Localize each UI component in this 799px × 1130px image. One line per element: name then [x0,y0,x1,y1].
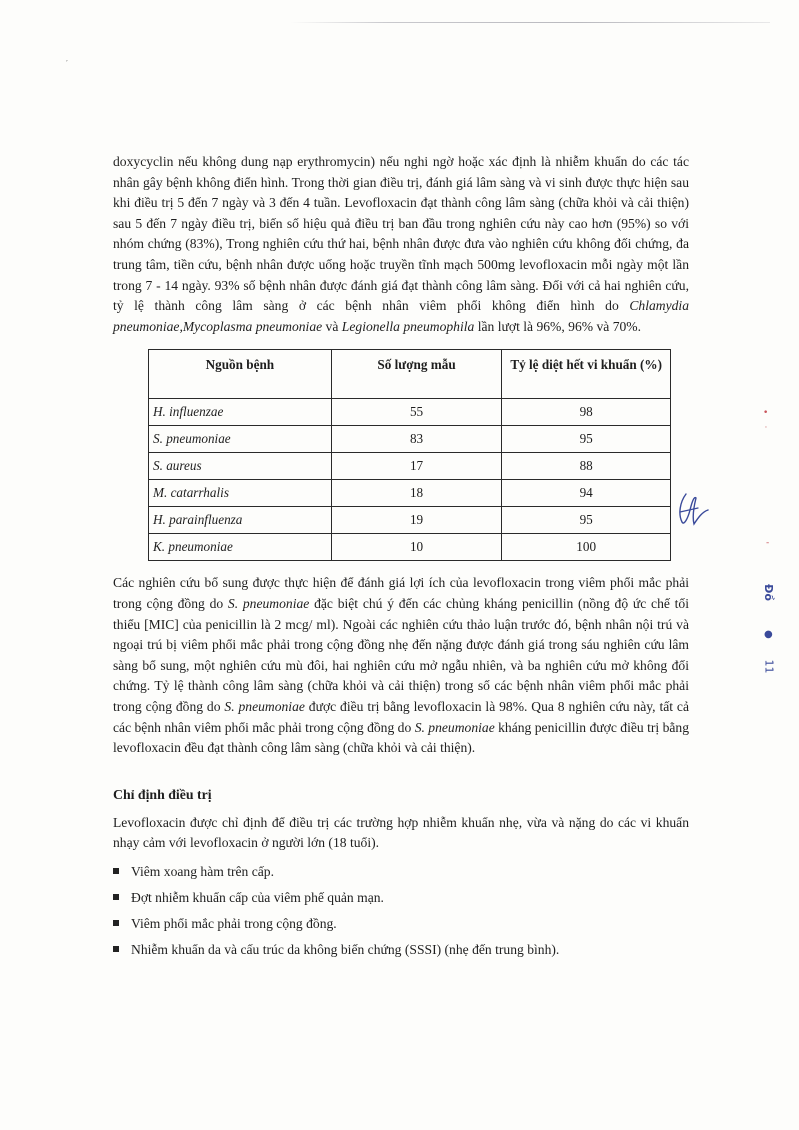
samples-cell: 83 [331,426,502,453]
species-name: S. pneumoniae [414,719,495,735]
scan-speck: , [66,56,68,63]
indication-list [113,862,689,960]
square-bullet-icon [113,946,119,952]
list-item: Nhiễm khuẩn da và cấu trúc da không biến chứng (SSSI) (nhẹ đến trung bình). [113,940,689,960]
table-header-row [149,350,671,399]
table-row [149,399,671,426]
samples-cell: 18 [331,480,502,507]
pathogen-cell: M. catarrhalis [149,480,332,507]
eradication-table [148,349,671,561]
list-item: Viêm xoang hàm trên cấp. [113,862,689,882]
table-row [149,426,671,453]
text-run: được điều trị bằng levofloxacin là 98%. Qua 8 nghiên cứu này, tất cả các bệnh nhân viêm phổi mắc phải trong cộng đồng do [113,698,689,735]
margin-mark: ● [764,629,773,640]
square-bullet-icon [113,894,119,900]
margin-mark: Đồ [761,584,775,601]
square-bullet-icon [113,920,119,926]
species-name: Legionella pneumophila [341,318,475,334]
text-run: và [322,318,342,334]
indication-paragraph: Levofloxacin được chỉ định để điều trị các trường hợp nhiễm khuẩn nhẹ, vừa và nặng do các vi khuẩn nhạy cảm với levofloxacin ở người lớn (18 tuổi). [113,814,689,851]
header-sample-count: Số lượng mẫu [331,350,502,399]
margin-mark: - [766,538,770,548]
pathogen-cell: H. parainfluenza [149,507,332,534]
pathogen-cell: S. pneumoniae [149,426,332,453]
margin-mark: • [763,408,769,418]
document-body [113,152,689,966]
scan-artifact-line [290,22,770,23]
header-eradication-rate: Tỷ lệ diệt hết vi khuẩn (%) [502,350,671,399]
rate-cell: 95 [502,507,671,534]
text-run: đặc biệt chú ý đến các chủng kháng penicillin (nồng độ ức chế tối thiểu [MIC] của penicillin là 2 mcg/ ml). Ngoài các nghiên cứu thảo luận trước đó, bệnh nhân nội trú và ngoại trú bị viêm phổi mắc phải trong cộng đồng nhẹ đến nặng được đánh giá trong sáu nghiên cứu lâm sàng bổ sung, một nghiên cứu mù đôi, hai nghiên cứu mở ngẫu nhiên, và ba nghiên cứu mở không đối chứng. Tỷ lệ thành công lâm sàng (chữa khỏi và cải thiện) trong số các bệnh nhân viêm phổi mắc phải trong cộng đồng do [113,595,689,714]
text-run: Các nghiên cứu bổ sung được thực hiện để đánh giá lợi ích của levofloxacin trong viêm phổi mắc phải trong cộng đồng do [113,575,689,611]
handwritten-initial-icon [672,488,712,532]
samples-cell: 19 [331,507,502,534]
rate-cell: 98 [502,399,671,426]
list-item: Viêm phổi mắc phải trong cộng đồng. [113,914,689,934]
rate-cell: 88 [502,453,671,480]
species-name: S. pneumoniae [227,595,310,611]
header-pathogen: Nguồn bệnh [149,350,332,399]
rate-cell: 95 [502,426,671,453]
table-row [149,534,671,561]
text-run: lần lượt là 96%, 96% và 70%. [474,318,642,334]
samples-cell: 10 [331,534,502,561]
samples-cell: 55 [331,399,502,426]
species-name: Chlamydia pneumoniae,Mycoplasma pneumoniae [113,298,689,334]
species-name: S. pneumoniae [224,698,305,714]
pathogen-cell: S. aureus [149,453,332,480]
table-row [149,507,671,534]
margin-mark: ' [765,425,767,433]
margin-mark: 11 [762,659,776,674]
samples-cell: 17 [331,453,502,480]
pathogen-cell: H. influenzae [149,399,332,426]
table-row [149,453,671,480]
additional-studies-paragraph [113,573,689,758]
intro-paragraph [113,152,689,337]
list-item: Đợt nhiễm khuẩn cấp của viêm phế quản mạn. [113,888,689,908]
square-bullet-icon [113,868,119,874]
table-row [149,480,671,507]
section-title-indications: Chỉ định điều trị [113,786,212,802]
rate-cell: 94 [502,480,671,507]
pathogen-cell: K. pneumoniae [149,534,332,561]
text-run: kháng penicillin được điều trị bằng levofloxacin đều đạt thành công lâm sàng (chữa khỏi và cải thiện). [113,719,690,756]
text-run: doxycyclin nếu không dung nạp erythromycin) nếu nghi ngờ hoặc xác định là nhiễm khuẩn do các tác nhân gây bệnh không điển hình. Trong thời gian điều trị, đánh giá lâm sàng và vi sinh được thực hiện sau khi điều trị 5 đến 7 ngày và 3 đến 4 tuần. Levofloxacin đạt thành công lâm sàng (chữa khỏi và cải thiện) sau 5 đến 7 ngày điều trị, biến số hiệu quả điều trị ban đầu trong nghiên cứu này cao hơn (95%) so với nhóm chứng (83%), Trong nghiên cứu thứ hai, bệnh nhân được đưa vào nghiên cứu không đối chứng, đa trung tâm, tiền cứu, bệnh nhân được uống hoặc truyền tĩnh mạch 500mg levofloxacin mỗi ngày một lần trong 7 - 14 ngày. 93% số bệnh nhân được đánh giá đạt thành công lâm sàng. Đối với cả hai nghiên cứu, tỷ lệ thành công lâm sàng ở các bệnh nhân viêm phổi không điển hình do [113,154,689,314]
rate-cell: 100 [502,534,671,561]
